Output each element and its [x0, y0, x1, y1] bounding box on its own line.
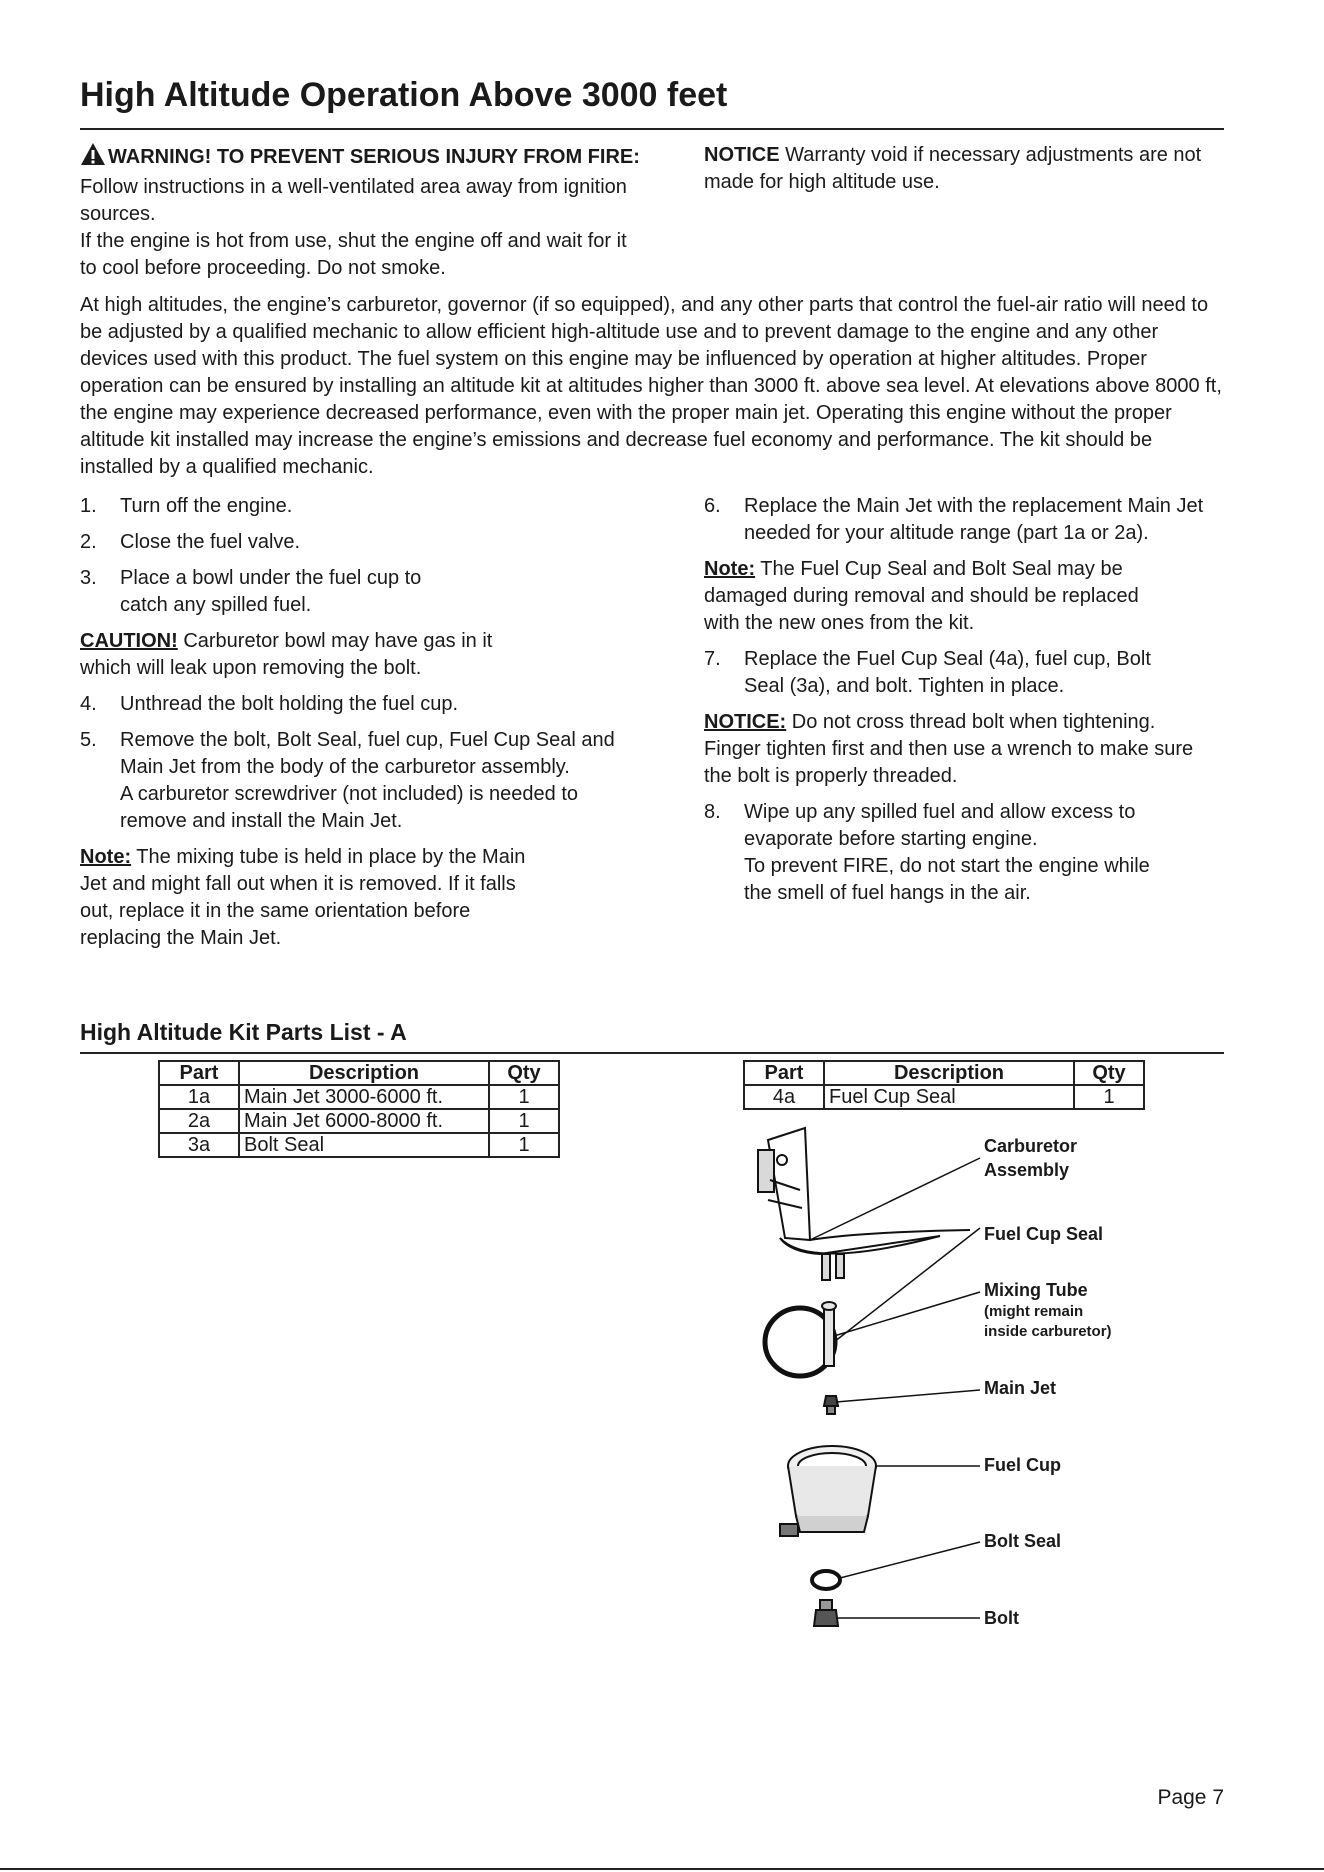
carburetor-exploded-diagram [740, 1120, 1000, 1640]
label-carburetor: Carburetor Assembly [984, 1136, 1078, 1180]
step-item: 2. Close the fuel valve. [80, 531, 301, 553]
warning-line-2: If the engine is hot from use, shut the engine off and wait for it to cool before proceeding. Do not smoke. [80, 230, 627, 279]
seal-note: Note: The Fuel Cup Seal and Bolt Seal may be damaged during removal and should be replaced with the new ones from the kit. [704, 558, 1139, 634]
step-item: 6. Replace the Main Jet with the replacement Main Jet needed for your altitude range (part 1a or 2a). [704, 495, 1204, 544]
table-row: 3a Bolt Seal 1 [159, 1133, 559, 1157]
label-fuel-cup-seal: Fuel Cup Seal [984, 1224, 1104, 1244]
label-mixing-tube: Mixing Tube [984, 1280, 1088, 1300]
label-fuel-cup: Fuel Cup [984, 1455, 1061, 1475]
label-mixing-note: (might remain inside carburetor) [984, 1303, 1112, 1340]
bottom-rule [0, 1868, 1324, 1870]
steps-list-5 [704, 799, 1224, 907]
step-item: 3. Place a bowl under the fuel cup to catch any spilled fuel. [80, 567, 422, 616]
note-label: Note: [80, 846, 132, 868]
steps-list-4 [704, 646, 1224, 700]
title-rule [80, 128, 1224, 130]
note-label: Note: [704, 558, 756, 580]
page-number: Page 7 [1157, 1786, 1224, 1809]
notice-label: NOTICE [704, 144, 780, 166]
notice-warranty [704, 142, 1224, 282]
warning-heading: WARNING! TO PREVENT SERIOUS INJURY FROM FIRE: [108, 146, 640, 168]
caution-label: CAUTION! [80, 630, 178, 652]
mixing-tube-note: Note: The mixing tube is held in place by the Main Jet and might fall out when it is removed. If it falls out, replace it in the same orientation before replacing the Main Jet. [80, 846, 526, 949]
bolt-seal-drawing [812, 1571, 840, 1589]
bolt-drawing [814, 1600, 838, 1626]
step-item: 1. Turn off the engine. [80, 495, 293, 517]
steps-left-column [80, 493, 640, 961]
page [80, 70, 1224, 961]
label-bolt: Bolt [984, 1608, 1019, 1628]
table-header-row: Part Description Qty [744, 1061, 1144, 1085]
parts-list-heading: High Altitude Kit Parts List - A [80, 1019, 407, 1045]
carburetor-assembly-drawing [758, 1128, 970, 1280]
caution-note: CAUTION! Carburetor bowl may have gas in it which will leak upon removing the bolt. [80, 630, 493, 679]
intro-paragraph: At high altitudes, the engine’s carburetor, governor (if so equipped), and any other parts that control the fuel-air ratio will need to be adjusted by a qualified mechanic to allow efficient high-altitude use and to prevent damage to the engine and any other devices used with this product. The fuel system on this engine may be influenced by operation at higher altitudes. Proper operation can be ensured by installing an altitude kit at altitudes higher than 3000 ft. above sea level. At elevations above 8000 ft, the engine may experience decreased performance, even with the proper main jet. Operating this engine without the proper altitude kit installed may increase the engine’s emissions and decrease fuel economy and performance. The kit should be installed by a qualified mechanic. [80, 294, 1222, 478]
mixing-tube-drawing [822, 1302, 836, 1366]
fuel-cup-drawing [780, 1446, 876, 1536]
warning-triangle-icon [80, 142, 106, 174]
label-main-jet: Main Jet [984, 1378, 1057, 1398]
label-bolt-seal: Bolt Seal [984, 1531, 1062, 1551]
cross-thread-notice: NOTICE: Do not cross thread bolt when tightening. Finger tighten first and then use a wrench to make sure the bolt is properly threaded. [704, 711, 1194, 787]
warning-line-1: Follow instructions in a well-ventilated area away from ignition sources. [80, 176, 627, 225]
steps-list-1 [80, 493, 640, 619]
step-item: 4. Unthread the bolt holding the fuel cup. [80, 693, 459, 715]
table-header-row: Part Description Qty [159, 1061, 559, 1085]
table-row: 4a Fuel Cup Seal 1 [744, 1085, 1144, 1109]
steps-list-3 [704, 493, 1224, 547]
steps-list-2 [80, 691, 640, 835]
steps-row [80, 493, 1224, 961]
parts-table-left [158, 1060, 560, 1158]
parts-rule [80, 1052, 1224, 1054]
warning-block [80, 142, 640, 282]
parts-table-right [743, 1060, 1145, 1110]
page-title: High Altitude Operation Above 3000 feet [80, 76, 728, 114]
leader-lines [810, 1158, 980, 1618]
notice-label: NOTICE: [704, 711, 787, 733]
main-jet-drawing [824, 1396, 838, 1414]
notice-text: Warranty void if necessary adjustments are not made for high altitude use. [704, 144, 1202, 193]
warning-row [80, 142, 1224, 282]
step-item: 8. Wipe up any spilled fuel and allow excess to evaporate before starting engine. To prevent FIRE, do not start the engine while the smell of fuel hangs in the air. [704, 801, 1150, 904]
steps-right-column [704, 493, 1224, 961]
step-item: 7. Replace the Fuel Cup Seal (4a), fuel cup, Bolt Seal (3a), and bolt. Tighten in place. [704, 648, 1151, 697]
step-item: 5. Remove the bolt, Bolt Seal, fuel cup, Fuel Cup Seal and Main Jet from the body of the carburetor assembly. A carburetor screwdriver (not included) is needed to remove and install the Main Jet. [80, 729, 615, 832]
table-row: 2a Main Jet 6000-8000 ft. 1 [159, 1109, 559, 1133]
table-row: 1a Main Jet 3000-6000 ft. 1 [159, 1085, 559, 1109]
